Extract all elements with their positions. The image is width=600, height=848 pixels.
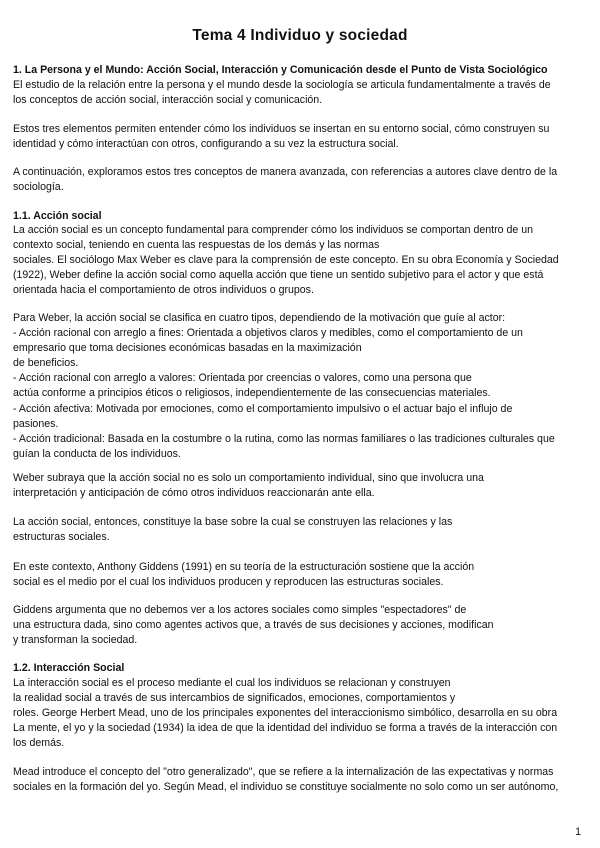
section-1-heading: 1. La Persona y el Mundo: Acción Social, Interacción y Comunicación desde el Punto de Vista Sociológico <box>13 64 548 76</box>
section-1-2-paragraph-1: La interacción social es el proceso mediante el cual los individuos se relacionan y construyen la realidad social a través de sus intercambios de significados, emociones, comportamientos y roles. George Herbert Mead, uno de los principales exponentes del interaccionismo simbólico, desarrolla en su obra La mente, el yo y la sociedad (1934) la idea de que la identidad del individuo se forma a través de la interacción con los demás. <box>13 677 558 750</box>
section-1-paragraph-2: Estos tres elementos permiten entender cómo los individuos se insertan en su entorno social, cómo construyen su identidad y cómo interactúan con otros, configurando a su vez la estructura social. <box>13 123 550 151</box>
section-1-1-paragraph-2: Para Weber, la acción social se clasifica en cuatro tipos, dependiendo de la motivación que guíe al actor: - Acción racional con arreglo a fines: Orientada a objetivos claros y medibles, como el comportamiento de un empresario que toma decisiones económicas basadas en la maximización de beneficios. - Acción racional con arreglo a valores: Orientada por creencias o valores, como una persona que actúa conforme a principios éticos o religiosos, independientemente de las consecuencias materiales. - Acción afectiva: Motivada por emociones, como el comportamiento impulsivo o el actuar bajo el influjo de pasiones. - Acción tradicional: Basada en la costumbre o la rutina, como las normas familiares o las tradiciones culturales que guían la conducta de los individuos. <box>13 312 555 460</box>
section-1-2-heading: 1.2. Interacción Social <box>13 662 125 674</box>
section-1-paragraph-1: El estudio de la relación entre la persona y el mundo desde la sociología se articula fundamentalmente a través de los conceptos de acción social, interacción social y comunicación. <box>13 79 551 107</box>
section-1-paragraph-3: A continuación, exploramos estos tres conceptos de manera avanzada, con referencias a autores clave dentro de la sociología. <box>13 166 558 194</box>
section-1-2-paragraph-2: Mead introduce el concepto del "otro generalizado", que se refiere a la internalización de las expectativas y normas sociales en la formación del yo. Según Mead, el individuo se constituye socialmente no solo como un ser autónomo, <box>13 766 559 794</box>
section-1-1-paragraph-3: Weber subraya que la acción social no es solo un comportamiento individual, sino que involucra una interpretación y anticipación de cómo otros individuos reaccionarán ante ella. <box>13 472 484 500</box>
page-number: 1 <box>575 826 581 838</box>
section-1-1-heading: 1.1. Acción social <box>13 210 102 222</box>
page-title: Tema 4 Individuo y sociedad <box>192 27 408 44</box>
section-1-1-paragraph-4: La acción social, entonces, constituye la base sobre la cual se construyen las relaciones y las estructuras sociales. <box>13 516 453 544</box>
section-1-1-paragraph-1: La acción social es un concepto fundamental para comprender cómo los individuos se comportan dentro de un contexto social, teniendo en cuenta las respuestas de los demás y las normas sociales. El sociólogo Max Weber es clave para la comprensión de este concepto. En su obra Economía y Sociedad (1922), Weber define la acción social como aquella acción que tiene un sentido subjetivo para el actor y que está orientada hacia el comportamiento de otros individuos o grupos. <box>13 224 559 297</box>
section-1-1-paragraph-6: Giddens argumenta que no debemos ver a los actores sociales como simples "espectadores" de una estructura dada, sino como agentes activos que, a través de sus decisiones y acciones, modifican y transforman la sociedad. <box>13 604 494 647</box>
section-1-1-paragraph-5: En este contexto, Anthony Giddens (1991) en su teoría de la estructuración sostiene que la acción social es el medio por el cual los individuos producen y reproducen las estructuras sociales. <box>13 561 475 589</box>
